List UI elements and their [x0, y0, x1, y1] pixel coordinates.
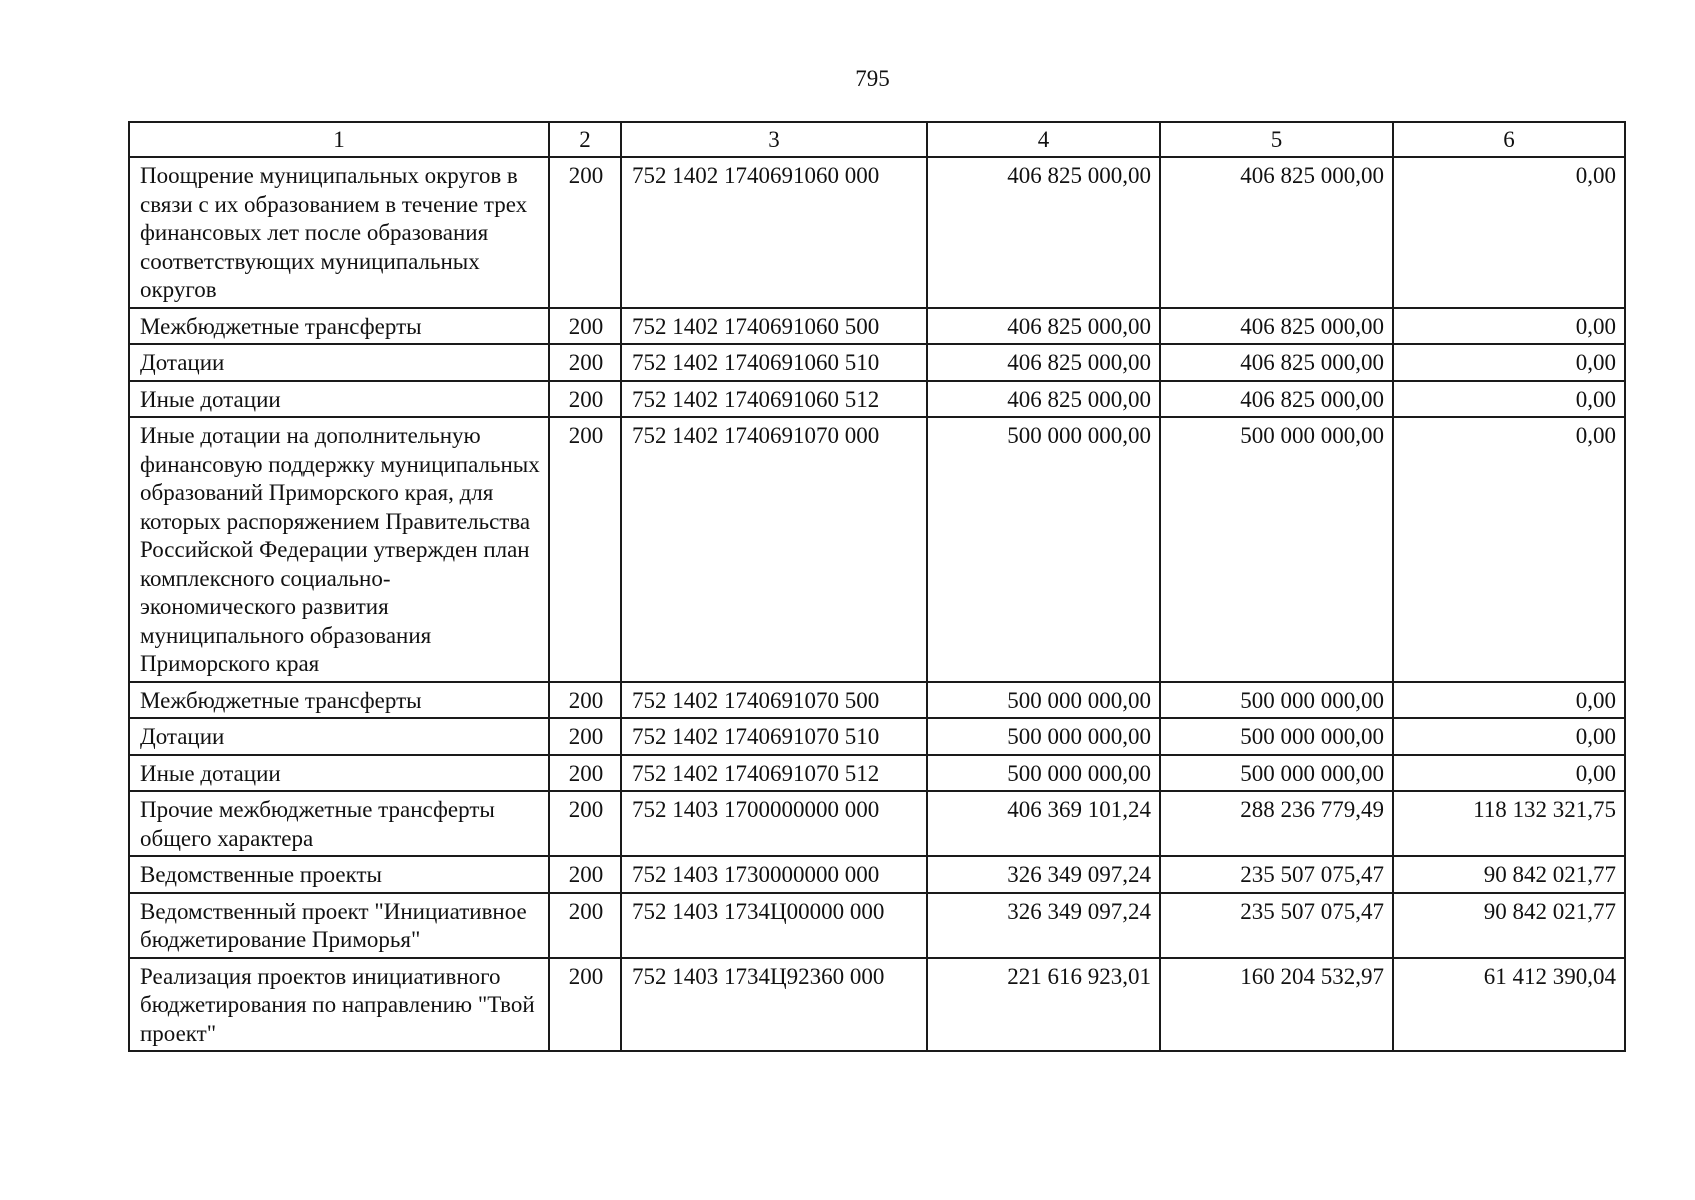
row-code: 200 [549, 755, 621, 792]
row-name: Иные дотации [129, 755, 549, 792]
budget-table [128, 121, 1626, 1052]
row-name: Реализация проектов инициативного бюджетирования по направлению "Твой проект" [129, 958, 549, 1052]
row-value-4: 406 825 000,00 [927, 344, 1160, 381]
table-row [129, 157, 1625, 308]
row-name: Межбюджетные трансферты [129, 682, 549, 719]
row-kbk: 752 1403 1734Ц92360 000 [621, 958, 927, 1052]
row-value-4: 500 000 000,00 [927, 682, 1160, 719]
row-value-5: 500 000 000,00 [1160, 682, 1393, 719]
row-code: 200 [549, 893, 621, 958]
row-value-6: 90 842 021,77 [1393, 893, 1625, 958]
column-header-3: 3 [621, 122, 927, 157]
row-value-5: 406 825 000,00 [1160, 157, 1393, 308]
row-kbk: 752 1402 1740691070 500 [621, 682, 927, 719]
row-code: 200 [549, 381, 621, 418]
row-kbk: 752 1403 1730000000 000 [621, 856, 927, 893]
row-value-5: 406 825 000,00 [1160, 308, 1393, 345]
row-value-4: 406 825 000,00 [927, 157, 1160, 308]
row-name: Иные дотации на дополнительную финансовую поддержку муниципальных образований Приморского края, для которых распоряжением Правительства Российской Федерации утвержден план комплексного социально-экономического развития муниципального образования Приморского края [129, 417, 549, 682]
row-kbk: 752 1403 1734Ц00000 000 [621, 893, 927, 958]
row-kbk: 752 1402 1740691070 510 [621, 718, 927, 755]
row-value-4: 221 616 923,01 [927, 958, 1160, 1052]
row-name: Дотации [129, 344, 549, 381]
table-row [129, 718, 1625, 755]
row-value-4: 406 825 000,00 [927, 308, 1160, 345]
table-row [129, 682, 1625, 719]
row-value-4: 326 349 097,24 [927, 856, 1160, 893]
row-value-6: 0,00 [1393, 157, 1625, 308]
row-code: 200 [549, 308, 621, 345]
row-value-4: 500 000 000,00 [927, 718, 1160, 755]
table-row [129, 958, 1625, 1052]
row-code: 200 [549, 791, 621, 856]
row-value-6: 0,00 [1393, 718, 1625, 755]
row-value-6: 0,00 [1393, 344, 1625, 381]
row-name: Дотации [129, 718, 549, 755]
row-code: 200 [549, 344, 621, 381]
row-code: 200 [549, 958, 621, 1052]
table-row [129, 381, 1625, 418]
row-value-4: 406 825 000,00 [927, 381, 1160, 418]
page-number: 795 [855, 66, 890, 91]
row-value-5: 288 236 779,49 [1160, 791, 1393, 856]
row-value-6: 90 842 021,77 [1393, 856, 1625, 893]
row-value-4: 326 349 097,24 [927, 893, 1160, 958]
row-code: 200 [549, 718, 621, 755]
row-kbk: 752 1402 1740691060 510 [621, 344, 927, 381]
row-value-4: 406 369 101,24 [927, 791, 1160, 856]
row-kbk: 752 1403 1700000000 000 [621, 791, 927, 856]
table-row [129, 417, 1625, 682]
row-code: 200 [549, 157, 621, 308]
table-row [129, 893, 1625, 958]
row-code: 200 [549, 417, 621, 682]
row-value-5: 406 825 000,00 [1160, 381, 1393, 418]
row-kbk: 752 1402 1740691060 512 [621, 381, 927, 418]
row-value-6: 118 132 321,75 [1393, 791, 1625, 856]
column-header-5: 5 [1160, 122, 1393, 157]
row-code: 200 [549, 682, 621, 719]
row-value-4: 500 000 000,00 [927, 755, 1160, 792]
row-value-5: 235 507 075,47 [1160, 856, 1393, 893]
row-value-5: 500 000 000,00 [1160, 718, 1393, 755]
table-row [129, 791, 1625, 856]
row-kbk: 752 1402 1740691060 500 [621, 308, 927, 345]
table-body [129, 157, 1625, 1051]
header-row [129, 122, 1625, 157]
row-value-6: 0,00 [1393, 381, 1625, 418]
row-kbk: 752 1402 1740691070 000 [621, 417, 927, 682]
row-code: 200 [549, 856, 621, 893]
row-value-5: 500 000 000,00 [1160, 417, 1393, 682]
row-value-6: 0,00 [1393, 308, 1625, 345]
row-name: Поощрение муниципальных округов в связи с их образованием в течение трех финансовых лет после образования соответствующих муниципальных округов [129, 157, 549, 308]
row-name: Ведомственный проект "Инициативное бюджетирование Приморья" [129, 893, 549, 958]
row-value-6: 61 412 390,04 [1393, 958, 1625, 1052]
row-name: Иные дотации [129, 381, 549, 418]
column-header-1: 1 [129, 122, 549, 157]
row-kbk: 752 1402 1740691060 000 [621, 157, 927, 308]
row-value-6: 0,00 [1393, 417, 1625, 682]
row-kbk: 752 1402 1740691070 512 [621, 755, 927, 792]
row-value-6: 0,00 [1393, 682, 1625, 719]
table-row [129, 755, 1625, 792]
table-row [129, 308, 1625, 345]
column-header-6: 6 [1393, 122, 1625, 157]
row-value-5: 406 825 000,00 [1160, 344, 1393, 381]
table-header [129, 122, 1625, 157]
row-value-4: 500 000 000,00 [927, 417, 1160, 682]
row-name: Ведомственные проекты [129, 856, 549, 893]
table-row [129, 344, 1625, 381]
row-name: Межбюджетные трансферты [129, 308, 549, 345]
column-header-4: 4 [927, 122, 1160, 157]
column-header-2: 2 [549, 122, 621, 157]
row-value-5: 160 204 532,97 [1160, 958, 1393, 1052]
row-value-5: 500 000 000,00 [1160, 755, 1393, 792]
row-name: Прочие межбюджетные трансферты общего характера [129, 791, 549, 856]
row-value-5: 235 507 075,47 [1160, 893, 1393, 958]
table-row [129, 856, 1625, 893]
row-value-6: 0,00 [1393, 755, 1625, 792]
